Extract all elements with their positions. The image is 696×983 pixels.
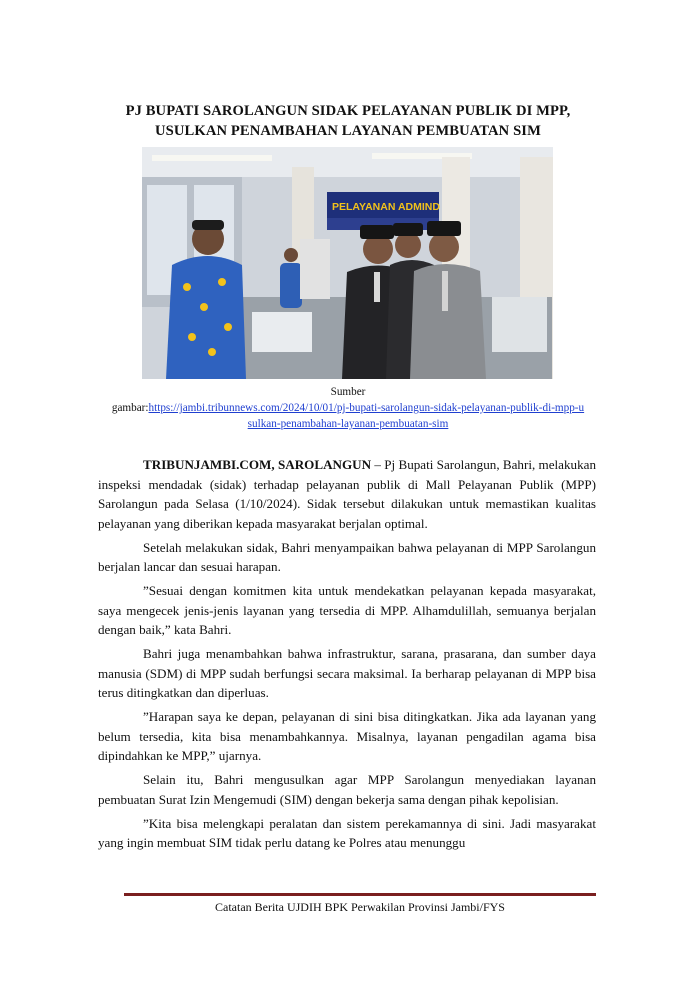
title-line-1: PJ BUPATI SAROLANGUN SIDAK PELAYANAN PUBLIK DI MPP, [125,103,571,119]
paragraph-1 [98,455,596,533]
paragraph-7: ”Kita bisa melengkapi peralatan dan sistem perekamannya di sini. Jadi masyarakat yang ingin membuat SIM tidak perlu datang ke Polres atau menunggu [98,815,596,850]
source-link[interactable]: https://jambi.tribunnews.com/2024/10/01/pj-bupati-sarolangun-sidak-pelayanan-publik-di-mpp-u [148,402,585,414]
footer-divider [124,893,596,896]
paragraph-4: Bahri juga menambahkan bahwa infrastruktur, sarana, prasarana, dan sumber daya manusia (SDM) di MPP sudah berfungsi secara maksimal. Ia berharap pelayanan di MPP bisa terus ditingkatkan dan diperluas. [98,646,596,700]
paragraph-2: Setelah melakukan sidak, Bahri menyampaikan bahwa pelayanan di MPP Sarolangun berjalan lancar dan sesuai harapan. [98,539,596,574]
title-line-2: USULKAN PENAMBAHAN LAYANAN PEMBUATAN SIM [155,123,541,139]
caption-source-label: Sumber [330,386,366,398]
dateline: TRIBUNJAMBI.COM, SAROLANGUN [143,457,372,472]
image-caption [80,384,616,432]
article-body [98,455,596,857]
news-photo [142,147,553,379]
paragraph-3: ”Sesuai dengan komitmen kita untuk mendekatkan pelayanan kepada masyarakat, saya mengecek jenis-jenis layanan yang tersedia di MPP. Alhamdulillah, semuanya berjalan dengan baik,” kata Bahri. [98,583,596,637]
article-title [90,101,606,141]
banner-text: PELAYANAN ADMIND [332,201,440,213]
caption-image-label: gambar: [111,402,149,414]
source-link-continuation[interactable]: sulkan-penambahan-layanan-pembuatan-sim [247,418,449,430]
page-footer: Catatan Berita UJDIH BPK Perwakilan Provinsi Jambi/FYS [215,900,505,914]
paragraph-6: Selain itu, Bahri mengusulkan agar MPP Sarolangun menyediakan layanan pembuatan Surat Izin Mengemudi (SIM) dengan bekerja sama dengan pihak kepolisian. [98,772,596,807]
paragraph-1-text: – Pj Bupati Sarolangun, Bahri, melakukan inspeksi mendadak (sidak) terhadap pelayanan publik di Mall Pelayanan Publik (MPP) Sarolangun pada Selasa (1/10/2024). Sidak tersebut dilakukan untuk memastikan kualitas pelayanan yang diberikan kepada masyarakat berjalan optimal. [98,457,596,531]
paragraph-5: ”Harapan saya ke depan, pelayanan di sini bisa ditingkatkan. Jika ada layanan yang belum tersedia, kita bisa menambahkannya. Misalnya, layanan pengadilan agama bisa dipindahkan ke MPP,” ujarnya. [98,709,596,763]
